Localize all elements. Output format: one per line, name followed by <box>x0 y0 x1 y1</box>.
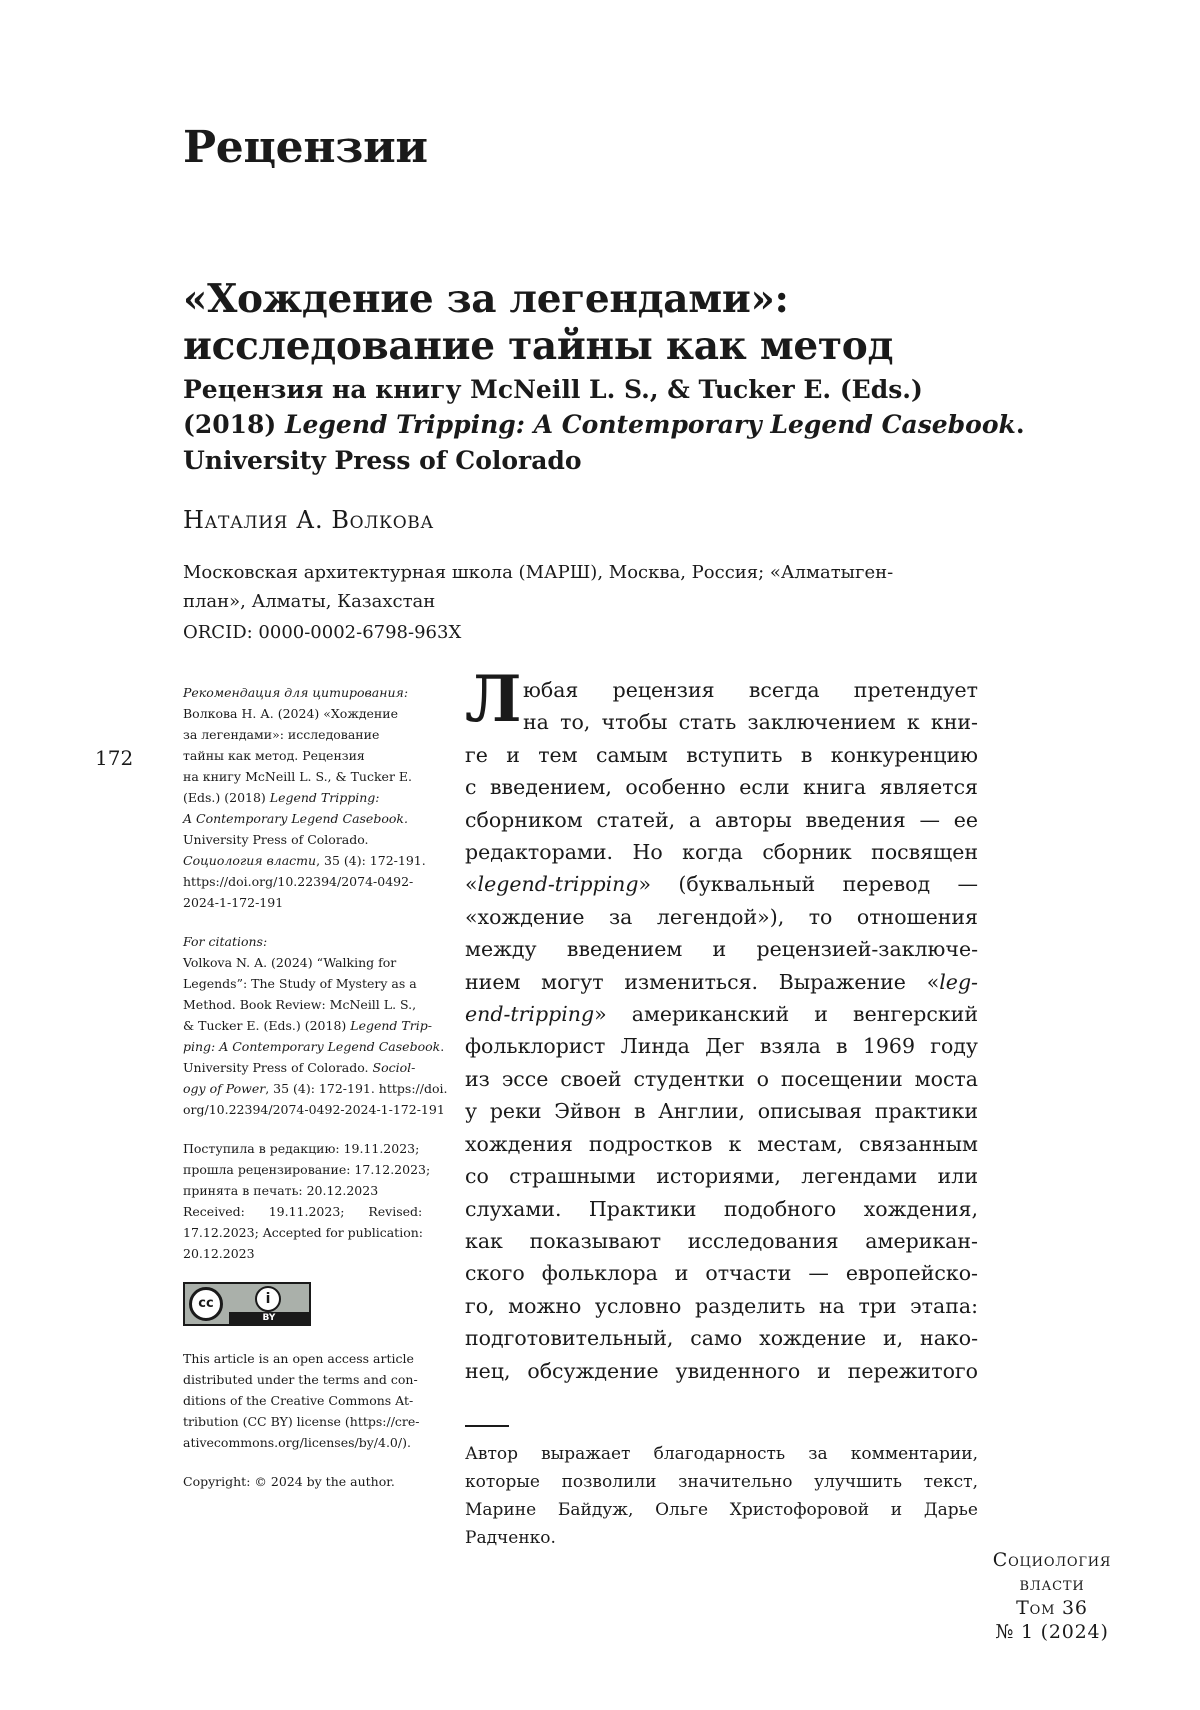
license-line: ditions of the Creative Commons At- <box>183 1393 414 1408</box>
citation-line: University Press of Colorado. <box>183 832 369 847</box>
body-line: на то, чтобы стать заключением к кни- <box>523 710 978 735</box>
citation-text: (Eds.) (2018) <box>183 790 270 805</box>
citation-book-title: Legend Trip- <box>350 1018 432 1033</box>
body-line: как показывают исследования американ- <box>465 1228 978 1253</box>
citation-text: , 35 (4): 172-191. <box>316 853 426 868</box>
body-line: ского фольклора и отчасти — европейско- <box>465 1261 978 1286</box>
creative-commons-icon: cc <box>189 1287 223 1321</box>
body-line: го, можно условно разделить на три этапа: <box>465 1293 978 1318</box>
citation-line: Legends”: The Study of Mystery as a <box>183 976 417 991</box>
citation-line <box>183 1036 445 1057</box>
date-line: 20.12.2023 <box>183 1246 255 1261</box>
citation-text: . <box>440 1039 445 1054</box>
citation-doi[interactable]: 2024-1-172-191 <box>183 895 284 910</box>
body-text <box>465 674 978 1387</box>
citation-label: Рекомендация для цитирования: <box>183 685 409 700</box>
journal-info <box>972 1548 1132 1644</box>
orcid: ORCID: 0000-0002-6798-963X <box>183 622 462 643</box>
body-line <box>465 966 978 998</box>
body-line: сборником статей, а авторы введения — ее <box>465 807 978 832</box>
copyright: Copyright: © 2024 by the author. <box>183 1474 395 1489</box>
date-line: Поступила в редакцию: 19.11.2023; <box>183 1141 420 1156</box>
sidebar-metadata <box>183 682 448 1492</box>
attribution-person-icon: i <box>255 1286 281 1312</box>
citation-line <box>183 1057 423 1078</box>
article-title-line: «Хождение за легендами»: <box>183 276 789 322</box>
author-affiliation <box>183 559 943 617</box>
citation-book-title: Legend Tripping: <box>269 790 380 805</box>
citation-line: за легендами»: исследование <box>183 727 380 742</box>
body-line: из эссе своей студентки о посещении моста <box>465 1066 978 1091</box>
affiliation-line: план», Алматы, Казахстан <box>183 590 436 612</box>
subtitle-line <box>183 407 1025 442</box>
body-line <box>465 998 978 1030</box>
body-text-run: » американский и венгерский <box>594 1002 978 1027</box>
date-line: Received: 19.11.2023; Revised: <box>183 1204 423 1219</box>
body-term: leg- <box>939 969 978 994</box>
body-term: end-tripping <box>465 1002 595 1027</box>
body-text-run: » (буквальный перевод — <box>638 872 978 897</box>
body-line: слухами. Практики подобного хождения, <box>465 1196 978 1221</box>
body-line: у реки Эйвон в Англии, описывая практики <box>465 1099 978 1124</box>
citation-text: & Tucker E. (Eds.) (2018) <box>183 1018 351 1033</box>
citation-doi[interactable]: org/10.22394/2074-0492-2024-1-172-191 <box>183 1102 445 1117</box>
citation-line: Волкова Н. А. (2024) «Хождение <box>183 706 398 721</box>
article-title-line: исследование тайны как метод <box>183 322 894 369</box>
subtitle-year: (2018) <box>183 410 285 440</box>
license-line: ativecommons.org/licenses/by/4.0/). <box>183 1435 411 1450</box>
body-line <box>465 868 978 900</box>
body-line: ге и тем самым вступить в конкуренцию <box>465 742 978 767</box>
body-line: со страшными историями, легендами или <box>465 1164 978 1189</box>
page-number: 172 <box>95 746 134 770</box>
author-name: Наталия А. Волкова <box>183 506 434 534</box>
article-subtitle <box>183 372 1025 478</box>
license-line: This article is an open access article <box>183 1351 414 1366</box>
cc-by-license-badge[interactable] <box>183 1282 311 1326</box>
body-line: подготовительный, само хождение и, нако- <box>465 1326 978 1351</box>
date-line: 17.12.2023; Accepted for publication: <box>183 1225 423 1240</box>
submission-dates <box>183 1138 431 1264</box>
body-line: хождения подростков к местам, связанным <box>465 1131 978 1156</box>
article-title <box>183 276 1003 370</box>
citation-book-title: ping: A Contemporary Legend Casebook <box>183 1039 441 1054</box>
citation-line: Method. Book Review: McNeill L. S., <box>183 997 417 1012</box>
date-line: принята в печать: 20.12.2023 <box>183 1183 379 1198</box>
journal-name: Социология <box>992 1549 1112 1571</box>
footnote-line: Автор выражает благодарность за комментарии, <box>465 1444 978 1464</box>
body-line: с введением, особенно если книга является <box>465 775 978 800</box>
footnote-line: Радченко. <box>465 1528 556 1548</box>
affiliation-line: Московская архитектурная школа (МАРШ), Москва, Россия; «Алматыген- <box>183 562 894 583</box>
body-line: нец, обсуждение увиденного и пережитого <box>465 1358 978 1383</box>
citation-text: , 35 (4): 172-191. https://doi. <box>265 1081 448 1096</box>
footnote-line: которые позволили значительно улучшить текст, <box>465 1472 978 1492</box>
body-line: между введением и рецензией-заключе- <box>465 937 978 962</box>
citation-line <box>183 787 423 808</box>
citation-line: A Contemporary Legend Casebook. <box>183 811 408 826</box>
journal-name: власти <box>1019 1573 1085 1595</box>
footnote-line: Марине Байдуж, Ольге Христофоровой и Дарье <box>465 1500 978 1520</box>
body-text-run: нием могут измениться. Выражение « <box>465 969 940 994</box>
citation-line <box>183 1078 448 1099</box>
footnote <box>465 1440 978 1552</box>
citation-line: тайны как метод. Рецензия <box>183 748 365 763</box>
citation-text: University Press of Colorado. <box>183 1060 373 1075</box>
citation-en <box>183 931 448 1120</box>
body-term: legend-tripping <box>477 872 639 897</box>
license-line: distributed under the terms and con- <box>183 1372 418 1387</box>
date-line: прошла рецензирование: 17.12.2023; <box>183 1162 431 1177</box>
subtitle-line: University Press of Colorado <box>183 445 582 475</box>
book-title: Legend Tripping: A Contemporary Legend Casebook <box>284 410 1016 440</box>
citation-ru <box>183 682 426 913</box>
body-line: юбая рецензия всегда претендует <box>523 678 978 702</box>
drop-cap: Л <box>465 662 522 737</box>
citation-journal: Социология власти <box>183 853 317 868</box>
journal-issue: № 1 (2024) <box>995 1621 1109 1643</box>
subtitle-line: Рецензия на книгу McNeill L. S., & Tucker E. (Eds.) <box>183 375 923 404</box>
body-line: «хождение за легендой»), то отношения <box>465 904 978 929</box>
license-text <box>183 1348 423 1453</box>
citation-line <box>183 850 426 871</box>
citation-journal: ogy of Power <box>183 1081 266 1096</box>
body-line: редакторами. Но когда сборник посвящен <box>465 840 978 865</box>
citation-journal: Sociol- <box>372 1060 416 1075</box>
citation-line <box>183 1015 432 1036</box>
footnote-divider <box>465 1425 509 1427</box>
subtitle-punct: . <box>1015 410 1025 440</box>
section-title: Рецензии <box>183 122 428 173</box>
journal-volume: Том 36 <box>1016 1597 1088 1619</box>
citation-line: Volkova N. A. (2024) “Walking for <box>183 955 397 970</box>
by-label: BY <box>229 1312 309 1324</box>
citation-doi[interactable]: https://doi.org/10.22394/2074-0492- <box>183 874 414 889</box>
body-text-run: « <box>465 872 478 897</box>
license-line: tribution (CC BY) license (https://cre- <box>183 1414 420 1429</box>
body-line: фольклорист Линда Дег взяла в 1969 году <box>465 1034 978 1059</box>
citation-line: на книгу McNeill L. S., & Tucker E. <box>183 769 413 784</box>
citation-label: For citations: <box>183 934 268 949</box>
